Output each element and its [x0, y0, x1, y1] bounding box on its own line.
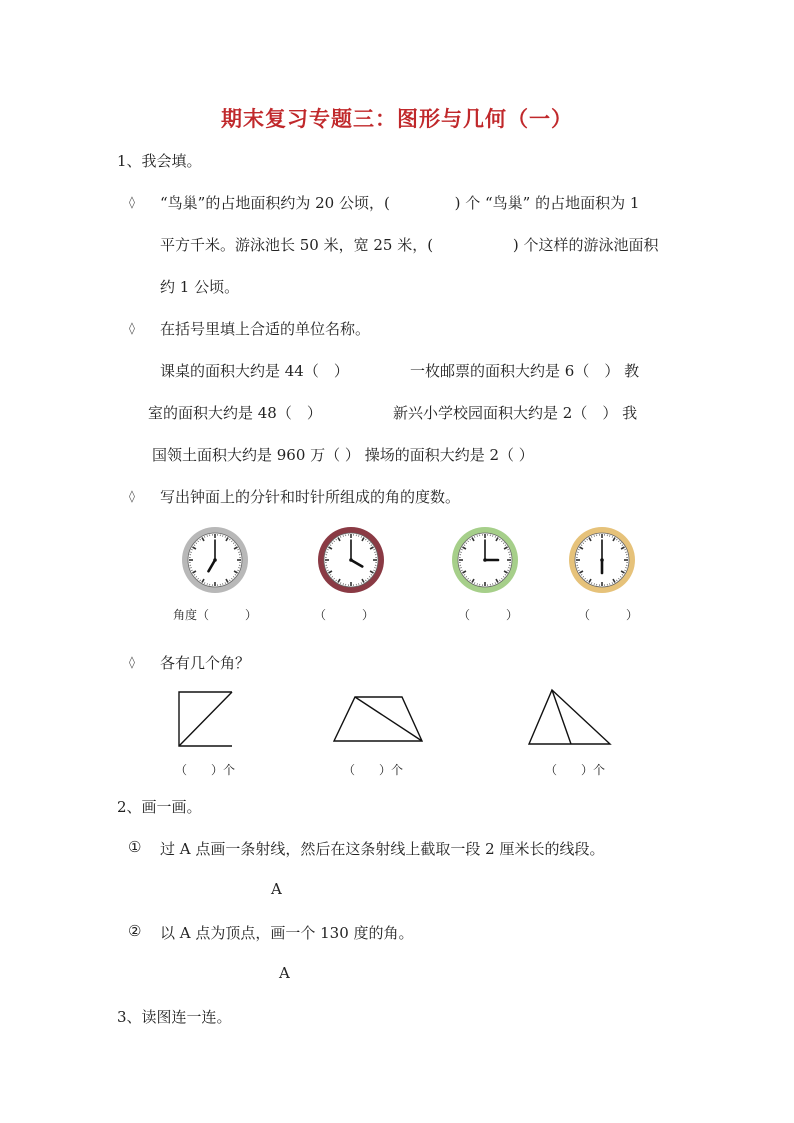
section2-heading: 2、画一画。	[117, 798, 202, 816]
trapezoid-figure	[332, 695, 426, 745]
clock-face	[567, 525, 637, 595]
clock-angle-label: （ ）	[458, 608, 519, 622]
clock-center-pin	[349, 558, 353, 562]
angle-count-label: （ ）个	[175, 763, 236, 777]
item2-line2b: 新兴小学校园面积大约是 2（ ） 我	[393, 404, 638, 422]
clock-face	[450, 525, 520, 595]
clock-angle-label: 角度（ ）	[173, 608, 258, 622]
item1-line1: “鸟巢”的占地面积约为 20 公顷，( ) 个 “鸟巢” 的占地面积为 1	[160, 194, 640, 212]
item1-line2: 平方千米。游泳池长 50 米，宽 25 米，( ) 个这样的游泳池面积	[160, 236, 659, 254]
clock-angle-label: （ ）	[578, 608, 639, 622]
clock-angle-label: （ ）	[314, 608, 375, 622]
section3-heading: 3、读图连一连。	[117, 1008, 232, 1026]
clock-face	[316, 525, 386, 595]
clock-center-pin	[600, 558, 604, 562]
draw-ray-instruction: 过 A 点画一条射线，然后在这条射线上截取一段 2 厘米长的线段。	[160, 840, 605, 858]
item1-line3: 约 1 公顷。	[160, 278, 240, 296]
bullet: ◊	[129, 321, 135, 335]
clock-center-pin	[483, 558, 487, 562]
triangle-figure	[527, 688, 613, 746]
section1-heading: 1、我会填。	[117, 152, 202, 170]
clock-center-pin	[213, 558, 217, 562]
item2-prompt: 在括号里填上合适的单位名称。	[160, 320, 371, 338]
item2-line1a: 课桌的面积大约是 44（ ）	[160, 362, 349, 380]
square-with-diagonal-figure	[176, 690, 236, 750]
page-title: 期末复习专题三：图形与几何（一）	[221, 106, 573, 131]
item-number: ②	[128, 922, 142, 940]
item2-line3: 国领土面积大约是 960 万（ ） 操场的面积大约是 2（ ）	[152, 446, 534, 464]
bullet: ◊	[129, 655, 135, 669]
point-a-label: A	[279, 964, 290, 982]
angle-count-label: （ ）个	[545, 763, 606, 777]
clock-face	[180, 525, 250, 595]
item3-prompt: 写出钟面上的分针和时针所组成的角的度数。	[160, 488, 461, 506]
item2-line1b: 一枚邮票的面积大约是 6（ ） 教	[410, 362, 640, 380]
item4-prompt: 各有几个角？	[160, 654, 251, 672]
item-number: ①	[128, 838, 142, 856]
bullet: ◊	[129, 195, 135, 209]
draw-angle-instruction: 以 A 点为顶点，画一个 130 度的角。	[160, 924, 414, 942]
point-a-label: A	[271, 880, 282, 898]
bullet: ◊	[129, 489, 135, 503]
item2-line2a: 室的面积大约是 48（ ）	[148, 404, 322, 422]
angle-count-label: （ ）个	[343, 763, 404, 777]
